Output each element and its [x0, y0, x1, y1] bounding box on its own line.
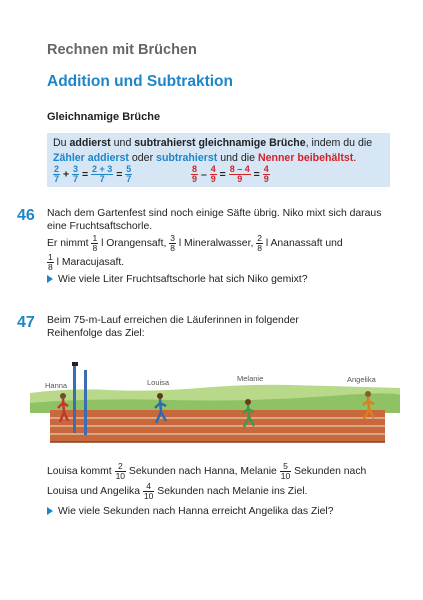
fraction: $\frac{3}{7}$ [73, 164, 79, 184]
task-text-line: Louisa und Angelika $\frac{4}{10}$ Sekunden nach Melanie ins Ziel. [47, 481, 308, 501]
runner-label: Hanna [45, 381, 68, 390]
fraction: $\frac{8 - 4}{9}$ [229, 164, 250, 184]
finish-post [84, 370, 87, 435]
runner-label: Melanie [237, 374, 264, 383]
equation-subtraction [191, 165, 270, 184]
rule-line-1 [53, 136, 389, 151]
runner-label: Angelika [347, 375, 376, 384]
task-question: Wie viele Sekunden nach Hanna erreicht Angelika das Ziel? [47, 504, 407, 519]
rule-text-part: oder [128, 152, 157, 164]
rule-text-part: Du [53, 137, 70, 149]
task-number: 47 [17, 314, 35, 331]
task-text-line: $\frac{1}{8}$ l Maracujasaft. [48, 252, 125, 272]
fraction: $\frac{2}{7}$ [54, 164, 60, 184]
task-question: Wie viele Liter Fruchtsaftschorle hat sich Niko gemixt? [47, 273, 407, 286]
fraction: $\frac{5}{10}$ [280, 461, 291, 481]
operator: – [200, 168, 207, 181]
arrow-marker-icon [47, 275, 53, 283]
fraction: $\frac{4}{10}$ [143, 481, 154, 501]
arrow-marker-icon [47, 507, 53, 515]
task-text-line: Louisa kommt $\frac{2}{10}$ Sekunden nach Hanna, Melanie $\frac{5}{10}$ Sekunden nach [47, 461, 367, 481]
equals-sign: = [116, 168, 123, 181]
rule-text-part: , indem du die [305, 137, 373, 149]
rule-keyword: addierst [69, 137, 111, 149]
rule-keyword-blue: subtrahierst [156, 152, 218, 164]
task-47-text [47, 462, 407, 519]
finish-post [73, 363, 76, 433]
rule-text-part: . [353, 152, 357, 164]
equals-sign: = [219, 168, 226, 181]
rule-text [53, 136, 389, 166]
task-46-text [47, 207, 407, 286]
section-title: Addition und Subtraktion [47, 73, 233, 90]
rule-keyword: subtrahierst gleichnamige Brüche [134, 137, 306, 149]
running-track-illustration [30, 358, 400, 453]
task-text-line: Beim 75-m-Lauf erreichen die Läuferinnen in folgender [47, 315, 299, 326]
task-text-line: Er nimmt $\frac{1}{8}$ l Orangensaft, $\frac{3}{8}$ l Mineralwasser, $\frac{2}{8}$ l Ananassaft und [47, 233, 343, 253]
equals-sign: = [81, 168, 89, 181]
equation-addition [53, 165, 132, 184]
fraction: $\frac{2}{10}$ [115, 461, 126, 481]
task-47-intro [47, 314, 407, 340]
operator: + [62, 168, 70, 181]
fraction: $\frac{4}{9}$ [263, 164, 269, 184]
fraction: $\frac{1}{8}$ [92, 233, 98, 253]
equals-sign: = [253, 168, 260, 181]
fraction: $\frac{4}{9}$ [210, 164, 216, 184]
runner-label: Louisa [147, 378, 170, 387]
fraction: $\frac{2}{8}$ [257, 233, 262, 253]
fraction: $\frac{5}{7}$ [126, 164, 132, 184]
fraction: $\frac{2 + 3}{7}$ [92, 164, 113, 184]
rule-keyword-blue: Zähler addierst [53, 152, 129, 164]
task-text-line: eine Fruchtsaftschorle. [47, 221, 153, 232]
fraction: $\frac{3}{8}$ [170, 233, 175, 253]
task-text-line: Reihenfolge das Ziel: [47, 328, 145, 339]
fraction: $\frac{1}{8}$ [48, 252, 53, 272]
task-text-line: Nach dem Gartenfest sind noch einige Säfte übrig. Niko mixt sich daraus [47, 208, 382, 219]
rule-text-part: und die [217, 152, 258, 164]
task-number: 46 [17, 207, 35, 224]
finish-flag [72, 362, 78, 366]
rule-keyword-red: Nenner beibehältst [257, 152, 354, 164]
rule-text-part: und [110, 137, 135, 149]
subsection-title: Gleichnamige Brüche [47, 111, 161, 123]
fraction: $\frac{8}{9}$ [192, 164, 198, 184]
chapter-title: Rechnen mit Brüchen [47, 42, 197, 58]
